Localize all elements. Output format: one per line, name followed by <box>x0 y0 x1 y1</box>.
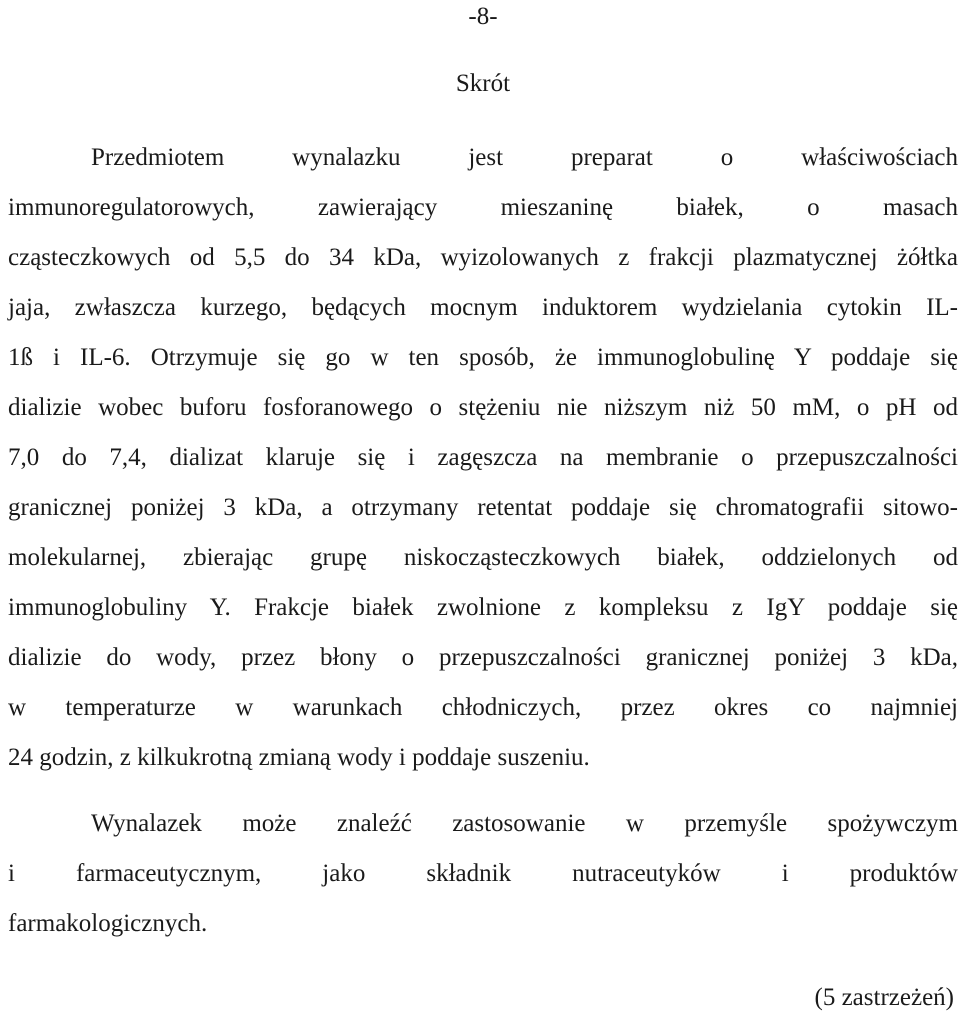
document-page <box>8 0 958 1013</box>
text-line: w temperaturze w warunkach chłodniczych, przez okres co najmniej <box>8 694 958 721</box>
text-line: immunoglobuliny Y. Frakcje białek zwolnione z kompleksu z IgY poddaje się <box>8 594 958 621</box>
text-line: farmakologicznych. <box>8 910 208 937</box>
abstract-heading: Skrót <box>455 70 511 97</box>
claims-count: (5 zastrzeżeń) <box>814 984 954 1011</box>
page-number: -8- <box>468 3 498 30</box>
text-line: granicznej poniżej 3 kDa, a otrzymany retentat poddaje się chromatografii sitowo- <box>8 494 958 521</box>
text-line: Wynalazek może znaleźć zastosowanie w przemyśle spożywczym <box>91 810 958 837</box>
text-line: molekularnej, zbierając grupę niskocząsteczkowych białek, oddzielonych od <box>8 544 958 571</box>
text-line: dializie do wody, przez błony o przepuszczalności granicznej poniżej 3 kDa, <box>8 644 958 671</box>
text-line: 24 godzin, z kilkukrotną zmianą wody i poddaje suszeniu. <box>8 744 590 771</box>
text-line: immunoregulatorowych, zawierający mieszaninę białek, o masach <box>8 194 958 221</box>
text-line: Przedmiotem wynalazku jest preparat o właściwościach <box>91 144 958 171</box>
abstract-paragraph-2 <box>8 799 958 949</box>
text-line: 7,0 do 7,4, dializat klaruje się i zagęszcza na membranie o przepuszczalności <box>8 444 958 471</box>
text-line: i farmaceutycznym, jako składnik nutraceutyków i produktów <box>8 860 958 887</box>
text-line: dializie wobec buforu fosforanowego o stężeniu nie niższym niż 50 mM, o pH od <box>8 394 958 421</box>
text-line: cząsteczkowych od 5,5 do 34 kDa, wyizolowanych z frakcji plazmatycznej żółtka <box>8 244 958 271</box>
text-line: 1ß i IL-6. Otrzymuje się go w ten sposób, że immunoglobulinę Y poddaje się <box>8 344 958 371</box>
text-line: jaja, zwłaszcza kurzego, będących mocnym induktorem wydzielania cytokin IL- <box>8 294 958 321</box>
abstract-paragraph-1 <box>8 133 958 783</box>
